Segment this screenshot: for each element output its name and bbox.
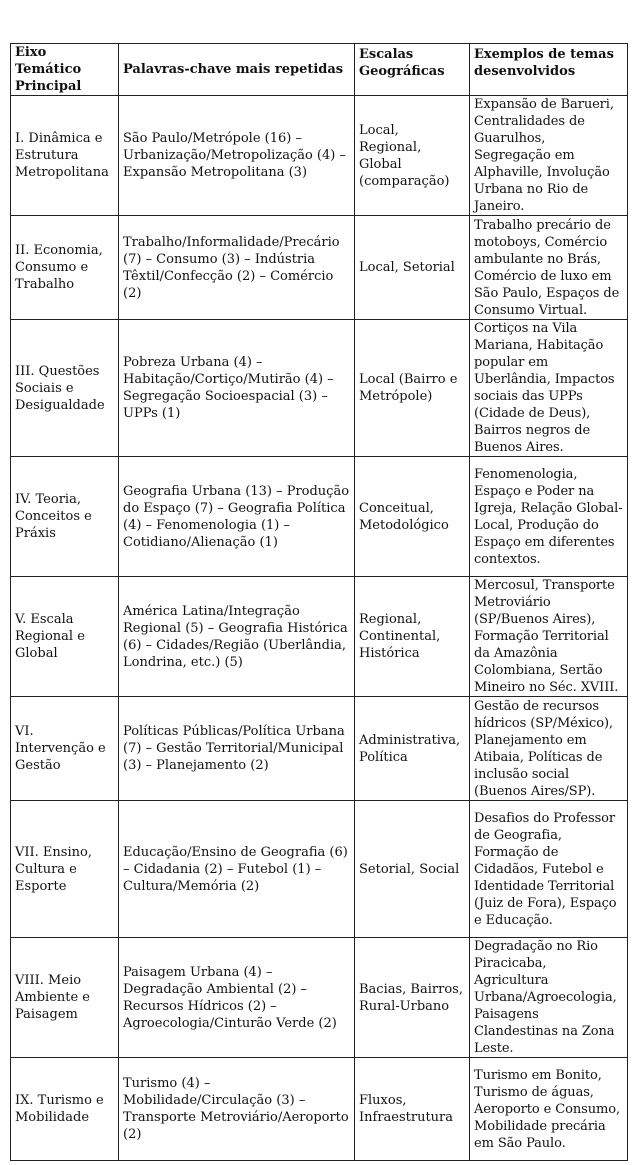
cell-palavras: São Paulo/Metrópole (16) – Urbanização/Metropolização (4) – Expansão Metropolitana (3) xyxy=(119,96,355,216)
cell-exemplos: Cortiços na Vila Mariana, Habitação popular em Uberlândia, Impactos sociais das UPPs (Cidade de Deus), Bairros negros de Buenos Aires. xyxy=(470,320,628,457)
cell-exemplos: Gestão de recursos hídricos (SP/México), Planejamento em Atibaia, Políticas de inclusão social (Buenos Aires/SP). xyxy=(470,697,628,801)
cell-palavras: Políticas Públicas/Política Urbana (7) – Gestão Territorial/Municipal (3) – Planejamento (2) xyxy=(119,697,355,801)
cell-escalas: Local, Setorial xyxy=(355,216,470,320)
cell-palavras: América Latina/Integração Regional (5) – Geografia Histórica (6) – Cidades/Região (Uberlândia, Londrina, etc.) (5) xyxy=(119,577,355,697)
cell-exemplos: Turismo em Bonito, Turismo de águas, Aeroporto e Consumo, Mobilidade precária em São Paulo. xyxy=(470,1058,628,1161)
cell-palavras: Educação/Ensino de Geografia (6) – Cidadania (2) – Futebol (1) – Cultura/Memória (2) xyxy=(119,801,355,938)
cell-exemplos: Degradação no Rio Piracicaba, Agricultura Urbana/Agroecologia, Paisagens Clandestinas na Zona Leste. xyxy=(470,938,628,1058)
cell-palavras: Paisagem Urbana (4) – Degradação Ambiental (2) – Recursos Hídricos (2) – Agroecologia/Cinturão Verde (2) xyxy=(119,938,355,1058)
cell-eixo: VII. Ensino, Cultura e Esporte xyxy=(11,801,119,938)
cell-escalas: Administrativa, Política xyxy=(355,697,470,801)
table-row xyxy=(11,216,628,320)
cell-eixo: I. Dinâmica e Estrutura Metropolitana xyxy=(11,96,119,216)
table-row xyxy=(11,938,628,1058)
cell-eixo: IV. Teoria, Conceitos e Práxis xyxy=(11,457,119,577)
header-row xyxy=(11,44,628,96)
header-eixo: Eixo Temático Principal xyxy=(11,44,119,96)
cell-escalas: Conceitual, Metodológico xyxy=(355,457,470,577)
table-row xyxy=(11,1058,628,1161)
cell-palavras: Pobreza Urbana (4) – Habitação/Cortiço/Mutirão (4) – Segregação Socioespacial (3) – UPPs (1) xyxy=(119,320,355,457)
cell-exemplos: Expansão de Barueri, Centralidades de Guarulhos, Segregação em Alphaville, Involução Urbana no Rio de Janeiro. xyxy=(470,96,628,216)
cell-eixo: II. Economia, Consumo e Trabalho xyxy=(11,216,119,320)
cell-eixo: III. Questões Sociais e Desigualdade xyxy=(11,320,119,457)
table-row xyxy=(11,577,628,697)
cell-escalas: Bacias, Bairros, Rural-Urbano xyxy=(355,938,470,1058)
table-row xyxy=(11,320,628,457)
table-row xyxy=(11,457,628,577)
table-row xyxy=(11,697,628,801)
cell-escalas: Regional, Continental, Histórica xyxy=(355,577,470,697)
cell-escalas: Setorial, Social xyxy=(355,801,470,938)
cell-exemplos: Mercosul, Transporte Metroviário (SP/Buenos Aires), Formação Territorial da Amazônia Colombiana, Sertão Mineiro no Séc. XVIII. xyxy=(470,577,628,697)
cell-eixo: VIII. Meio Ambiente e Paisagem xyxy=(11,938,119,1058)
cell-palavras: Geografia Urbana (13) – Produção do Espaço (7) – Geografia Política (4) – Fenomenologia (1) – Cotidiano/Alienação (1) xyxy=(119,457,355,577)
cell-escalas: Local (Bairro e Metrópole) xyxy=(355,320,470,457)
header-escalas: Escalas Geográficas xyxy=(355,44,470,96)
cell-palavras: Turismo (4) – Mobilidade/Circulação (3) – Transporte Metroviário/Aeroporto (2) xyxy=(119,1058,355,1161)
cell-exemplos: Desafios do Professor de Geografia, Formação de Cidadãos, Futebol e Identidade Territorial (Juiz de Fora), Espaço e Educação. xyxy=(470,801,628,938)
table-row xyxy=(11,96,628,216)
header-exemplos: Exemplos de temas desenvolvidos xyxy=(470,44,628,96)
cell-escalas: Fluxos, Infraestrutura xyxy=(355,1058,470,1161)
cell-palavras: Trabalho/Informalidade/Precário (7) – Consumo (3) – Indústria Têxtil/Confecção (2) – Comércio (2) xyxy=(119,216,355,320)
cell-escalas: Local, Regional, Global (comparação) xyxy=(355,96,470,216)
cell-exemplos: Fenomenologia, Espaço e Poder na Igreja, Relação Global-Local, Produção do Espaço em diferentes contextos. xyxy=(470,457,628,577)
themes-table xyxy=(10,43,628,1161)
cell-exemplos: Trabalho precário de motoboys, Comércio ambulante no Brás, Comércio de luxo em São Paulo, Espaços de Consumo Virtual. xyxy=(470,216,628,320)
table-row xyxy=(11,801,628,938)
cell-eixo: VI. Intervenção e Gestão xyxy=(11,697,119,801)
cell-eixo: V. Escala Regional e Global xyxy=(11,577,119,697)
header-palavras: Palavras-chave mais repetidas xyxy=(119,44,355,96)
cell-eixo: IX. Turismo e Mobilidade xyxy=(11,1058,119,1161)
